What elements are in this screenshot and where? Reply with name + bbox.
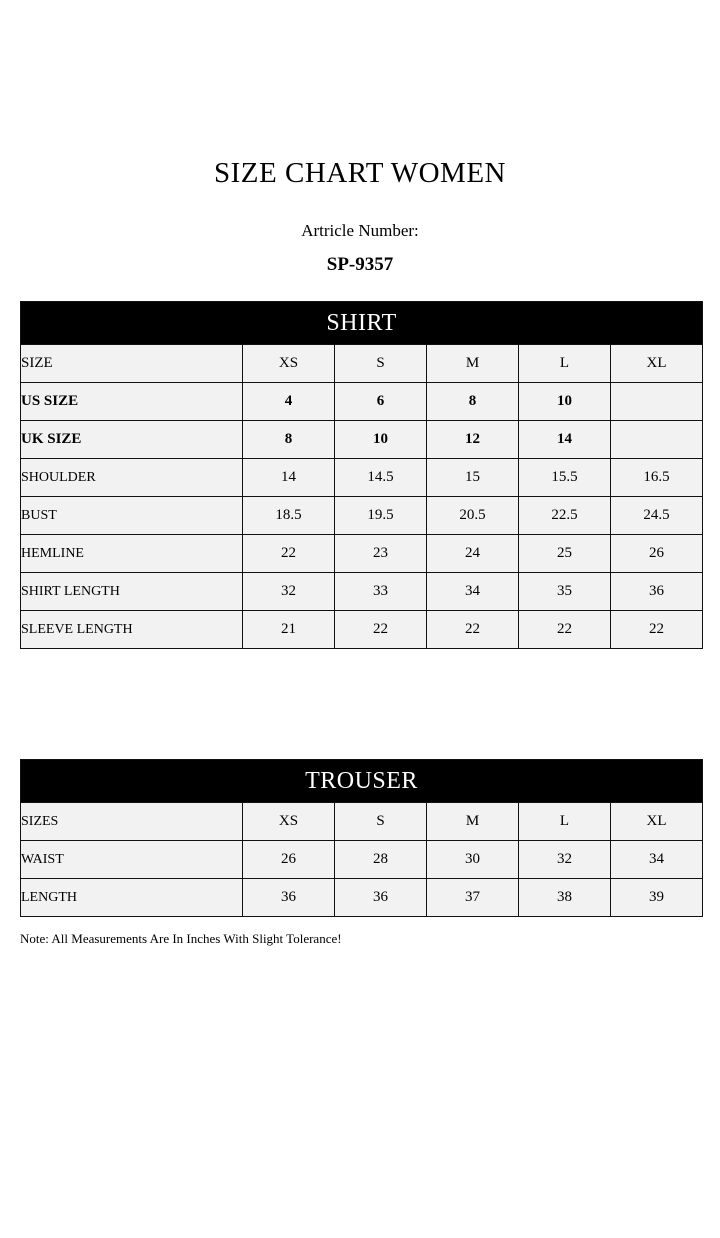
table-row [21, 841, 703, 879]
trouser-header-m: M [427, 803, 519, 841]
row-label: BUST [21, 497, 243, 535]
row-cell: 18.5 [243, 497, 335, 535]
row-cell: 33 [335, 573, 427, 611]
row-cell: 16.5 [611, 459, 703, 497]
row-cell [611, 421, 703, 459]
row-cell: 26 [611, 535, 703, 573]
table-row [21, 535, 703, 573]
measurement-note: Note: All Measurements Are In Inches With Slight Tolerance! [20, 931, 342, 947]
row-cell: 26 [243, 841, 335, 879]
trouser-header-l: L [519, 803, 611, 841]
row-cell: 38 [519, 879, 611, 917]
row-cell: 8 [427, 383, 519, 421]
table-row [21, 383, 703, 421]
row-label: WAIST [21, 841, 243, 879]
shirt-header-l: L [519, 345, 611, 383]
shirt-header-xl: XL [611, 345, 703, 383]
row-label: UK SIZE [21, 421, 243, 459]
row-cell: 15.5 [519, 459, 611, 497]
row-cell: 37 [427, 879, 519, 917]
trouser-band-title: TROUSER [21, 760, 703, 803]
row-cell: 32 [519, 841, 611, 879]
row-label: US SIZE [21, 383, 243, 421]
row-cell: 20.5 [427, 497, 519, 535]
row-cell: 10 [519, 383, 611, 421]
row-cell: 22 [427, 611, 519, 649]
table-row [21, 459, 703, 497]
row-cell: 22 [243, 535, 335, 573]
table-row [21, 421, 703, 459]
row-cell: 14 [243, 459, 335, 497]
row-cell: 14 [519, 421, 611, 459]
table-header-row [21, 803, 703, 841]
trouser-header-sizes: SIZES [21, 803, 243, 841]
table-header-row [21, 345, 703, 383]
article-number-value: SP-9357 [326, 253, 394, 275]
row-cell: 30 [427, 841, 519, 879]
row-cell: 25 [519, 535, 611, 573]
row-cell [611, 383, 703, 421]
row-cell: 34 [611, 841, 703, 879]
shirt-header-size: SIZE [21, 345, 243, 383]
row-label: SLEEVE LENGTH [21, 611, 243, 649]
row-cell: 12 [427, 421, 519, 459]
row-cell: 24.5 [611, 497, 703, 535]
trouser-size-table [20, 759, 703, 917]
row-cell: 24 [427, 535, 519, 573]
size-chart-page [0, 158, 720, 1238]
row-cell: 15 [427, 459, 519, 497]
row-cell: 19.5 [335, 497, 427, 535]
row-cell: 10 [335, 421, 427, 459]
row-cell: 22 [335, 611, 427, 649]
row-cell: 8 [243, 421, 335, 459]
trouser-header-xl: XL [611, 803, 703, 841]
row-cell: 36 [243, 879, 335, 917]
shirt-header-xs: XS [243, 345, 335, 383]
row-cell: 22.5 [519, 497, 611, 535]
table-row [21, 879, 703, 917]
row-cell: 21 [243, 611, 335, 649]
row-cell: 36 [335, 879, 427, 917]
row-cell: 22 [519, 611, 611, 649]
table-row [21, 611, 703, 649]
row-cell: 32 [243, 573, 335, 611]
row-cell: 35 [519, 573, 611, 611]
shirt-header-m: M [427, 345, 519, 383]
row-cell: 14.5 [335, 459, 427, 497]
table-row [21, 573, 703, 611]
row-label: HEMLINE [21, 535, 243, 573]
row-cell: 34 [427, 573, 519, 611]
table-row [21, 497, 703, 535]
table-band-row [21, 302, 703, 345]
row-cell: 22 [611, 611, 703, 649]
row-cell: 23 [335, 535, 427, 573]
row-cell: 6 [335, 383, 427, 421]
row-cell: 39 [611, 879, 703, 917]
shirt-header-s: S [335, 345, 427, 383]
article-number-label: Artricle Number: [301, 220, 419, 240]
page-title: SIZE CHART WOMEN [214, 157, 506, 189]
row-label: SHIRT LENGTH [21, 573, 243, 611]
row-cell: 36 [611, 573, 703, 611]
section-spacer [20, 649, 700, 759]
shirt-band-title: SHIRT [21, 302, 703, 345]
row-label: LENGTH [21, 879, 243, 917]
row-cell: 28 [335, 841, 427, 879]
shirt-size-table [20, 301, 703, 649]
table-band-row [21, 760, 703, 803]
trouser-header-xs: XS [243, 803, 335, 841]
row-cell: 4 [243, 383, 335, 421]
row-label: SHOULDER [21, 459, 243, 497]
trouser-header-s: S [335, 803, 427, 841]
